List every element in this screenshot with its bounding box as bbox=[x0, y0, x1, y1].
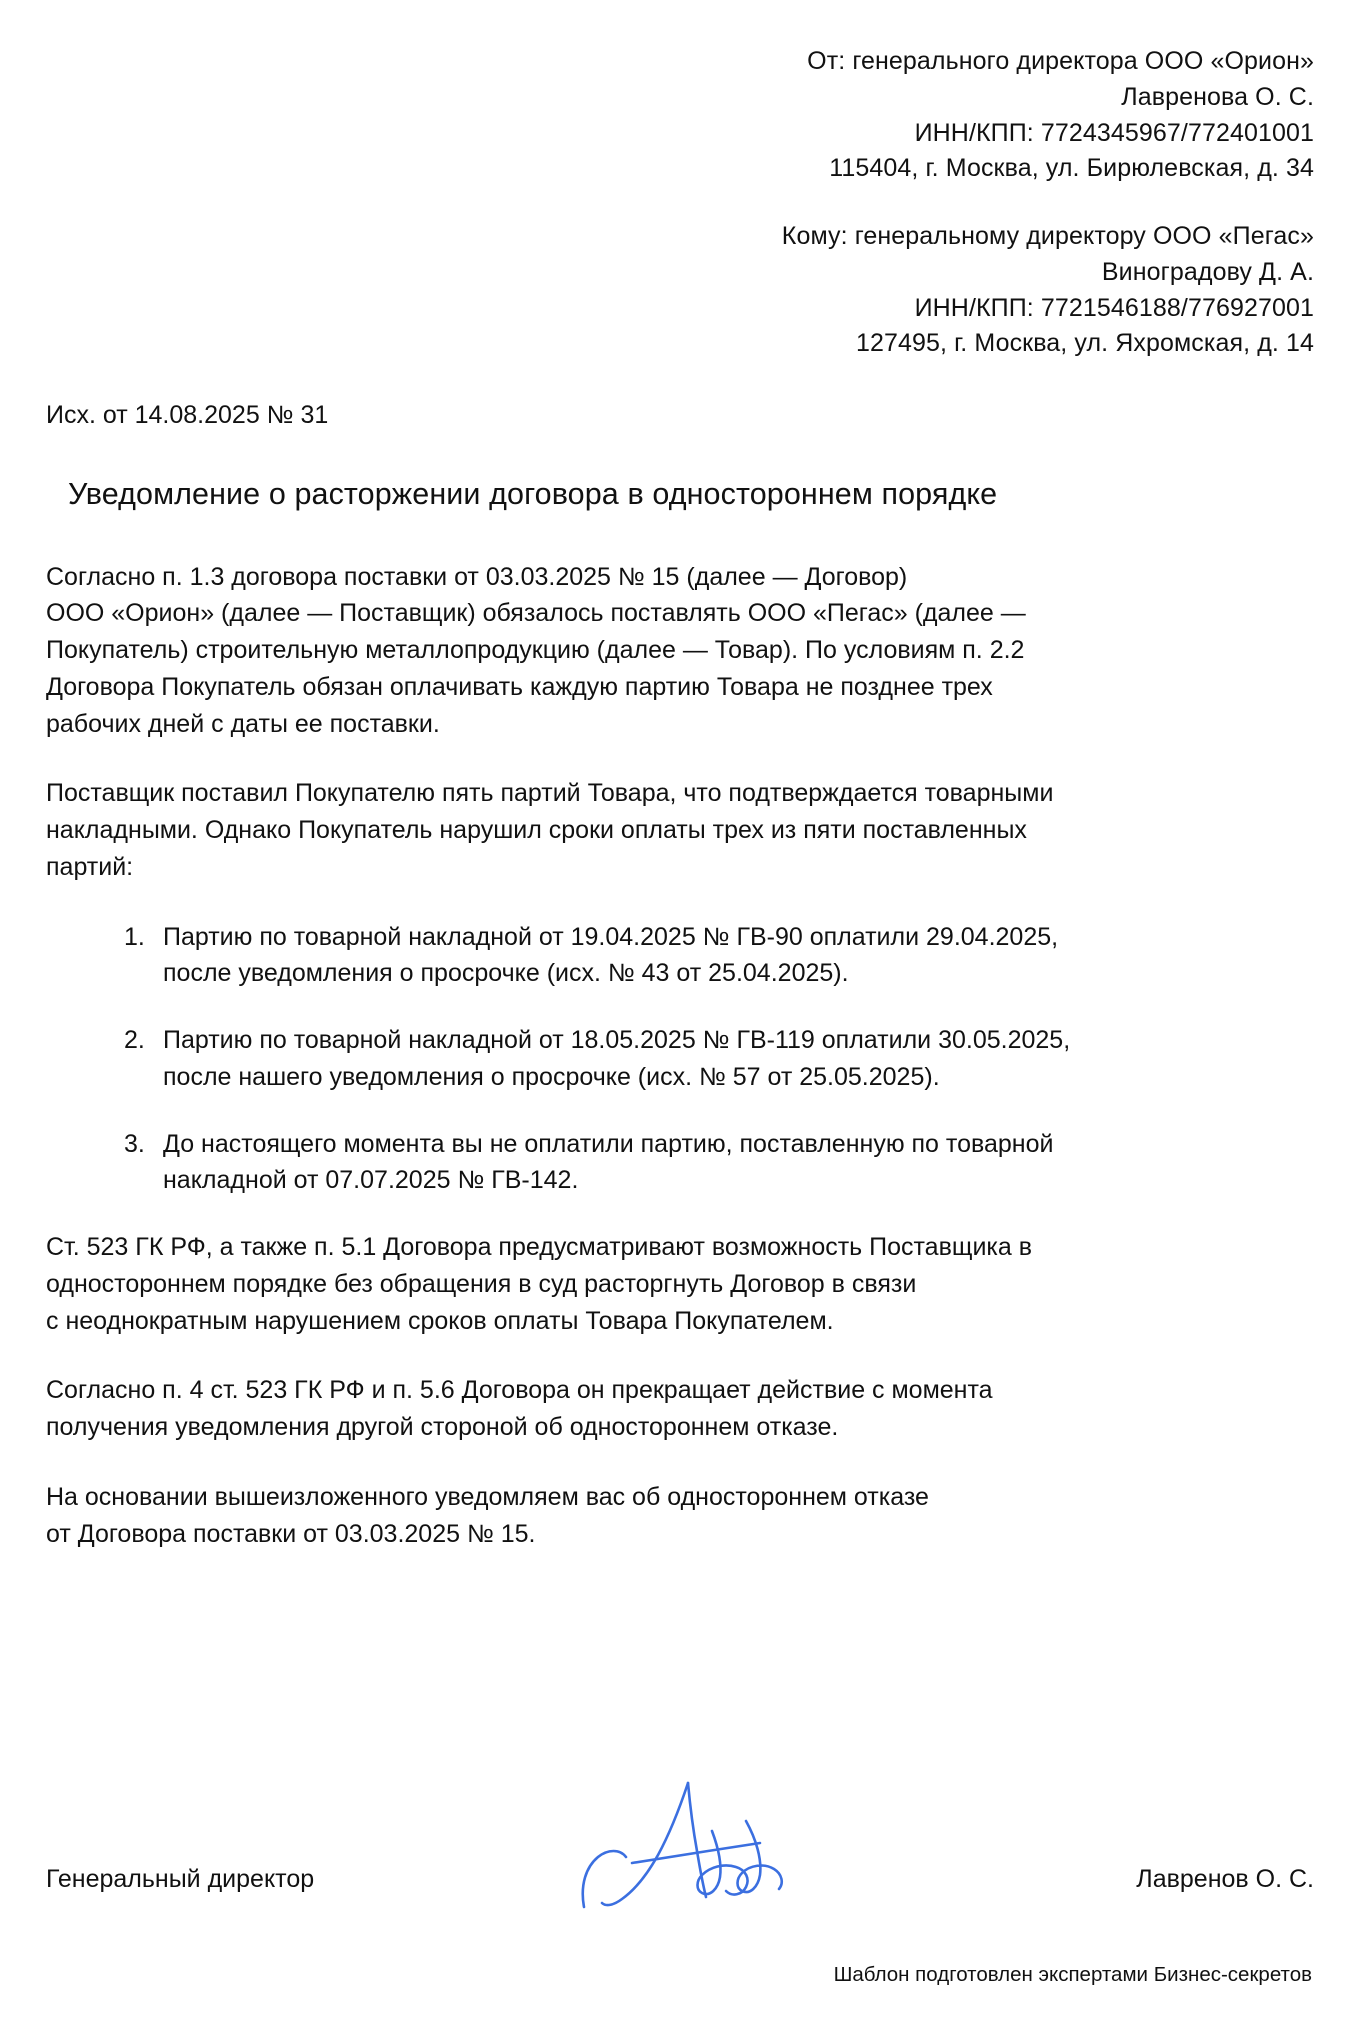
signature-mark bbox=[560, 1775, 890, 1895]
paragraph-line: рабочих дней с даты ее поставки. bbox=[46, 709, 440, 738]
paragraph-line: Согласно п. 1.3 договора поставки от 03.03.2025 № 15 (далее — Договор) bbox=[46, 562, 908, 591]
recipient-postal-address: 127495, г. Москва, ул. Яхромская, д. 14 bbox=[855, 329, 1314, 358]
list-item bbox=[46, 1126, 1314, 1200]
list-item bbox=[46, 919, 1314, 993]
sender-tax-id: ИНН/КПП: 7724345967/772401001 bbox=[914, 118, 1314, 147]
list-item-line: До настоящего момента вы не оплатили партию, поставленную по товарной bbox=[163, 1129, 1054, 1158]
paragraph-termination-moment bbox=[46, 1372, 1314, 1446]
page-title: Уведомление о расторжении договора в одностороннем порядке bbox=[68, 477, 998, 511]
sender-line-1: От: генерального директора ООО «Орион» bbox=[807, 47, 1314, 75]
paragraph-conclusion bbox=[46, 1479, 1314, 1553]
recipient-line-2: Виноградову Д. А. bbox=[1101, 257, 1314, 286]
recipient-line-1: Кому: генеральному директору ООО «Пегас» bbox=[781, 222, 1314, 250]
paragraph-line: с неоднократным нарушением сроков оплаты Товара Покупателем. bbox=[46, 1306, 834, 1335]
paragraph-line: Поставщик поставил Покупателю пять партий Товара, что подтверждается товарными bbox=[46, 779, 1054, 808]
paragraph-intro bbox=[46, 559, 1314, 743]
paragraph-line: накладными. Однако Покупатель нарушил сроки оплаты трех из пяти поставленных bbox=[46, 816, 1027, 845]
paragraph-line: от Договора поставки от 03.03.2025 № 15. bbox=[46, 1519, 536, 1548]
signatory-name: Лавренов О. С. bbox=[1136, 1864, 1314, 1893]
outgoing-reference: Исх. от 14.08.2025 № 31 bbox=[46, 401, 329, 429]
list-item bbox=[46, 1022, 1314, 1096]
sender-postal-address: 115404, г. Москва, ул. Бирюлевская, д. 34 bbox=[829, 154, 1314, 183]
paragraph-line: ООО «Орион» (далее — Поставщик) обязалось поставлять ООО «Пегас» (далее — bbox=[46, 599, 1026, 628]
paragraph-line: одностороннем порядке без обращения в суд расторгнуть Договор в связи bbox=[46, 1269, 917, 1298]
paragraph-line: Ст. 523 ГК РФ, а также п. 5.1 Договора предусматривают возможность Поставщика в bbox=[46, 1233, 1033, 1262]
signatory-title: Генеральный директор bbox=[46, 1864, 315, 1893]
document-body bbox=[46, 559, 1314, 1553]
paragraph-line: На основании вышеизложенного уведомляем вас об одностороннем отказе bbox=[46, 1482, 929, 1511]
footer-note: Шаблон подготовлен экспертами Бизнес-секретов bbox=[833, 1963, 1312, 1986]
list-item-line: Партию по товарной накладной от 18.05.2025 № ГВ-119 оплатили 30.05.2025, bbox=[163, 1026, 1071, 1055]
recipient-address-block bbox=[46, 219, 1314, 362]
list-item-line: накладной от 07.07.2025 № ГВ-142. bbox=[163, 1166, 579, 1195]
recipient-tax-id: ИНН/КПП: 7721546188/776927001 bbox=[914, 293, 1314, 322]
list-item-line: после уведомления о просрочке (исх. № 43 от 25.04.2025). bbox=[163, 959, 849, 988]
paragraph-line: Согласно п. 4 ст. 523 ГК РФ и п. 5.6 Договора он прекращает действие с момента bbox=[46, 1376, 993, 1405]
claims-list bbox=[46, 919, 1314, 1200]
paragraph-line: Договора Покупатель обязан оплачивать каждую партию Товара не позднее трех bbox=[46, 672, 993, 701]
sender-line-2: Лавренова О. С. bbox=[1121, 82, 1314, 111]
sender-address-block bbox=[46, 44, 1314, 187]
list-item-line: после нашего уведомления о просрочке (исх. № 57 от 25.05.2025). bbox=[163, 1062, 940, 1091]
list-item-line: Партию по товарной накладной от 19.04.2025 № ГВ-90 оплатили 29.04.2025, bbox=[163, 922, 1059, 951]
paragraph-line: получения уведомления другой стороной об одностороннем отказе. bbox=[46, 1413, 839, 1442]
paragraph-legal-basis bbox=[46, 1229, 1314, 1339]
paragraph-breaches-lead bbox=[46, 775, 1314, 885]
signature-row bbox=[46, 1775, 1314, 1895]
paragraph-line: партий: bbox=[46, 852, 134, 881]
handwritten-signature-icon bbox=[560, 1777, 890, 1909]
paragraph-line: Покупатель) строительную металлопродукцию (далее — Товар). По условиям п. 2.2 bbox=[46, 636, 1025, 665]
